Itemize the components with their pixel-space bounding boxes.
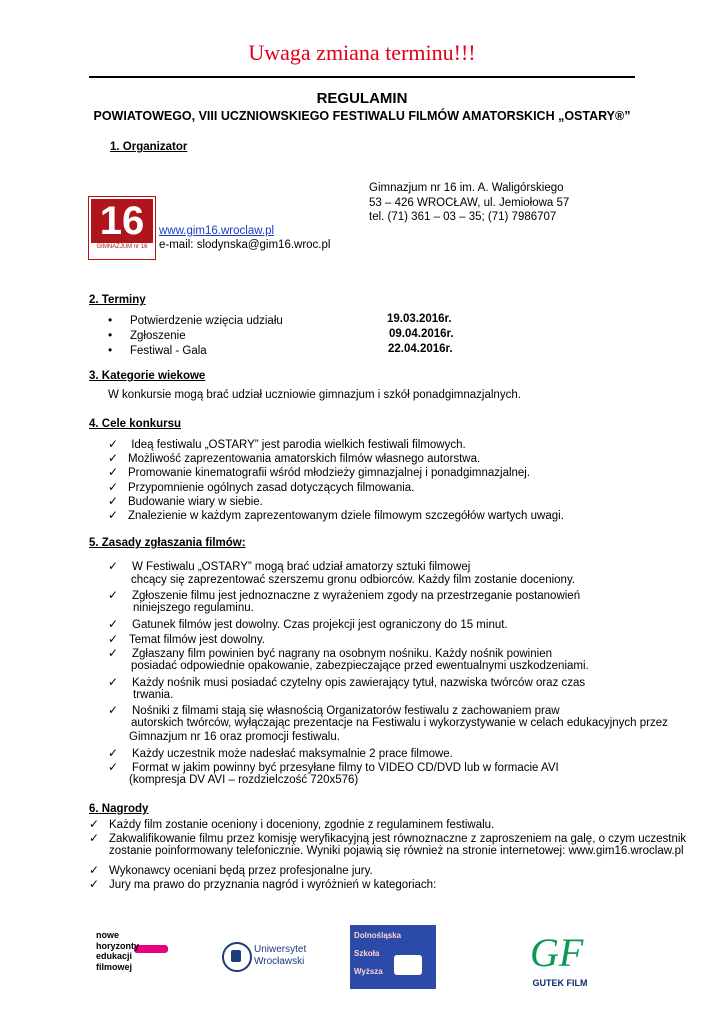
check-icon: ✓ [108,465,119,479]
check-icon: ✓ [108,746,119,760]
term-label: Zgłoszenie [130,330,186,342]
prize-item [89,863,373,877]
rule-continuation: trwania. [133,689,174,701]
rule-continuation: chcący się zaprezentować szerszemu gronu odbiorców. Każdy film zostanie doceniony. [131,574,576,586]
school-logo-caption: GIMNAZJUM nr 16 [96,244,148,250]
uniwersytet-wroclawski-logo [222,942,312,972]
rule-item [108,675,585,689]
prize-text: Wykonawcy oceniani będą przez profesjonalne jury. [109,865,373,877]
rule-text: Zgłaszany film powinien być nagrany na osobnym nośniku. Każdy nośnik powinien [132,648,552,660]
term-label: Potwierdzenie wzięcia udziału [130,315,283,327]
check-icon: ✓ [108,559,119,573]
goal-text: Budowanie wiary w siebie. [128,496,263,508]
prize-text: Zakwalifikowanie filmu przez komisję weryfikacyjną jest równoznaczne z zaproszeniem na galę, o czym uczestnik [109,833,687,845]
check-icon: ✓ [108,437,119,451]
organizer-address-line: Gimnazjum nr 16 im. A. Waligórskiego [369,182,564,194]
age-text: W konkursie mogą brać udział uczniowie gimnazjum i szkół ponadgimnazjalnych. [108,389,521,401]
dolnoslaska-szkola-wyzsza-logo [350,925,436,989]
prize-continuation: zostanie poinformowany telefonicznie. Wyniki pojawią się również na stronie internetowej: www.gim16.wroclaw.pl [109,845,684,857]
nowe-horyzonty-logo [96,930,176,980]
prize-item [89,877,436,891]
rule-text: Każdy uczestnik może nadesłać maksymalnie 2 prace filmowe. [132,748,453,760]
check-icon: ✓ [108,703,119,717]
rule-item [108,632,265,646]
term-date: 19.03.2016r. [387,313,452,325]
nhe-word: nowe [96,930,120,940]
goal-item [108,451,480,465]
rule-item [108,617,508,631]
check-icon: ✓ [108,480,119,494]
book-icon [394,955,422,975]
dsw-word: Dolnośląska [354,931,402,940]
document-subtitle: POWIATOWEGO, VIII UCZNIOWSKIEGO FESTIWALU FILMÓW AMATORSKICH „OSTARY®” [93,109,631,123]
goal-text: Możliwość zaprezentowania amatorskich filmów własnego autorstwa. [128,453,481,465]
check-icon: ✓ [108,508,119,522]
organizer-address-line: 53 – 426 WROCŁAW, ul. Jemiołowa 57 [369,197,570,209]
rule-item [108,746,453,760]
rule-text: W Festiwalu „OSTARY” mogą brać udział amatorzy sztuki filmowej [132,561,471,573]
goal-text: Promowanie kinematografii wśród młodzieży gimnazjalnej i ponadgimnazjalnej. [128,467,531,479]
goal-item [108,480,414,494]
section-terms-heading: 2. Terminy [89,294,146,306]
goal-item [108,465,530,479]
gutek-film-logo [520,932,600,990]
nhe-word: edukacji [96,951,133,961]
check-icon: ✓ [108,760,119,774]
university-logo-text [254,944,306,968]
rule-item [108,703,560,717]
rule-text: Nośniki z filmami stają się własnością Organizatorów festiwalu z zachowaniem praw [132,705,560,717]
goal-text: Przypomnienie ogólnych zasad dotyczących filmowania. [128,482,415,494]
rule-text: Temat filmów jest dowolny. [129,634,265,646]
bullet-icon: • [108,313,113,327]
nhe-word: horyzonty [96,940,140,951]
section-age-heading: 3. Kategorie wiekowe [89,370,206,382]
section-organizer-heading [110,141,187,153]
goal-text: Znalezienie w każdym zaprezentowanym dziele filmowym szczegółów wartych uwagi. [128,510,564,522]
header-rule [89,76,635,78]
prize-text: Jury ma prawo do przyznania nagród i wyróżnień w kategoriach: [109,879,437,891]
goal-item [108,494,263,508]
document-title: REGULAMIN [316,90,408,107]
check-icon: ✓ [89,863,100,877]
rule-text: Zgłoszenie filmu jest jednoznaczne z wyrażeniem zgody na przestrzeganie postanowień [132,590,581,602]
uwr-word: Uniwersytet [254,944,307,955]
rule-item [108,588,580,602]
check-icon: ✓ [108,588,119,602]
notice-heading: Uwaga zmiana terminu!!! [248,40,476,65]
rule-item [108,646,552,660]
school-logo-number: 16 [91,199,153,243]
check-icon: ✓ [108,675,119,689]
check-icon: ✓ [89,877,100,891]
prize-item [89,817,494,831]
check-icon: ✓ [89,817,100,831]
dsw-word: Szkoła [354,949,380,958]
check-icon: ✓ [108,494,119,508]
term-item [108,343,207,357]
term-item [108,328,186,342]
rule-continuation: posiadać odpowiednie opakowanie, zabezpieczające przed ewentualnymi uszkodzeniami. [131,660,589,672]
school-logo [88,196,156,260]
check-icon: ✓ [108,632,119,646]
check-icon: ✓ [108,617,119,631]
prize-text: Każdy film zostanie oceniony i doceniony, zgodnie z regulaminem festiwalu. [109,819,495,831]
rule-text: Gatunek filmów jest dowolny. Czas projekcji jest ograniczony do 15 minut. [132,619,508,631]
rule-text: Format w jakim powinny być przesyłane filmy to VIDEO CD/DVD lub w formacie AVI [132,762,559,774]
check-icon: ✓ [108,646,119,660]
rule-continuation: niniejszego regulaminu. [133,602,254,614]
dsw-word: Wyższa [354,967,383,976]
rule-text: Każdy nośnik musi posiadać czytelny opis zawierający tytuł, nazwiska twórców oraz czas [132,677,586,689]
term-date: 09.04.2016r. [389,328,454,340]
check-icon: ✓ [89,831,100,845]
rule-item [108,559,470,573]
nhe-word: filmowej [96,961,133,972]
term-date: 22.04.2016r. [388,343,453,355]
term-item [108,313,283,327]
rule-item [108,760,559,774]
rule-continuation: (kompresja DV AVI – rozdzielczość 720x576) [129,774,359,786]
prize-item [89,831,686,845]
nhe-logo-text [96,930,176,972]
section-goals-heading: 4. Cele konkursu [89,418,182,430]
gutek-label: GUTEK FILM [532,978,588,988]
section-prizes-heading: 6. Nagrody [89,803,149,815]
goal-item [108,437,466,451]
goal-text: Ideą festiwalu „OSTARY” jest parodia wielkich festiwali filmowych. [128,439,466,451]
section-rules-heading: 5. Zasady zgłaszania filmów: [89,537,246,549]
organizer-phone: tel. (71) 361 – 03 – 35; (71) 7986707 [369,211,557,223]
term-label: Festiwal - Gala [130,345,207,357]
rule-continuation: Gimnazjum nr 16 oraz promocji festiwalu. [129,731,340,743]
goal-item [108,508,564,522]
rule-continuation: autorskich twórców, wyłączając prezentacje na Festiwalu i wykorzystywanie w celach edukacyjnych przez [131,717,668,729]
school-website-link[interactable]: www.gim16.wroclaw.pl [159,225,275,237]
section-organizer-heading-text: 1. Organizator [110,141,188,153]
bullet-icon: • [108,328,113,342]
check-icon: ✓ [108,451,119,465]
uwr-word: Wrocławski [254,956,305,967]
university-seal-icon [222,942,252,972]
bullet-icon: • [108,343,113,357]
school-email: e-mail: slodynska@gim16.wroc.pl [159,239,331,251]
gutek-mark: GF [530,930,584,975]
